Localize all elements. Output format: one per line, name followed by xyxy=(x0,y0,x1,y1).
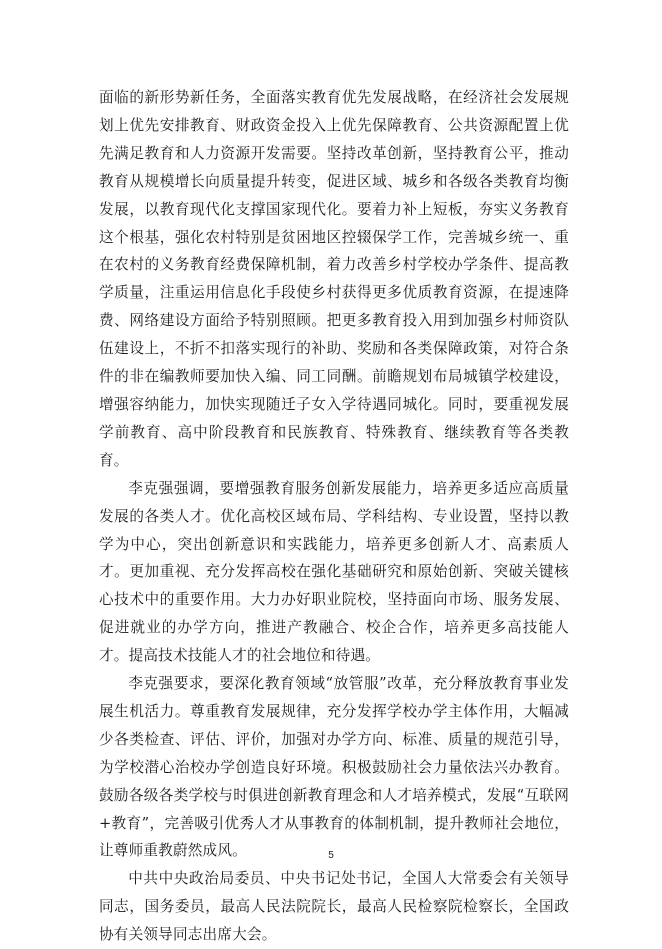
paragraph-reform: 李克强要求，要深化教育领域“放管服”改革，充分释放教育事业发展生机活力。尊重教育发展规律，充分发挥学校办学主体作用，大幅减少各类检查、评估、评价，加强对办学方向、标准、质量的规范引导，为学校潜心治校办学创造良好环境。积极鼓励社会力量依法兴办教育。鼓励各级各类学校与时俱进创新教育理念和人才培养模式，发展“互联网+教育”，完善吸引优秀人才从事教育的体制机制，提升教师社会地位，让尊师重教蔚然成风。 xyxy=(99,675,569,860)
document-body xyxy=(99,84,569,949)
paragraph-talent-cultivation: 李克强强调，要增强教育服务创新发展能力，培养更多适应高质量发展的各类人才。优化高校区域布局、学科结构、专业设置，坚持以教学为中心，突出创新意识和实践能力，培养更多创新人才、高素质人才。更加重视、充分发挥高校在强化基础研究和原始创新、突破关键核心技术中的重要作用。大力办好职业院校，坚持面向市场、服务发展、促进就业的办学方向，推进产教融合、校企合作，培养更多高技能人才。提高技术技能人才的社会地位和待遇。 xyxy=(99,479,569,665)
paragraph-continued: 面临的新形势新任务，全面落实教育优先发展战略，在经济社会发展规划上优先安排教育、财政资金投入上优先保障教育、公共资源配置上优先满足教育和人力资源开发需要。坚持改革创新，坚持教育公平，推动教育从规模增长向质量提升转变，促进区域、城乡和各级各类教育均衡发展，以教育现代化支撑国家现代化。要着力补上短板，夯实义务教育这个根基，强化农村特别是贫困地区控辍保学工作，完善城乡统一、重在农村的义务教育经费保障机制，着力改善乡村学校办学条件、提高教学质量，注重运用信息化手段使乡村获得更多优质教育资源，在提速降费、网络建设方面给予特别照顾。把更多教育投入用到加强乡村师资队伍建设上，不折不扣落实现行的补助、奖励和各类保障政策，对符合条件的非在编教师要加快入编、同工同酬。前瞻规划布局城镇学校建设，增强容纳能力，加快实现随迁子女入学待遇同城化。同时，要重视发展学前教育、高中阶段教育和民族教育、特殊教育、继续教育等各类教育。 xyxy=(99,89,569,469)
paragraph-attendees: 中共中央政治局委员、中央书记处书记，全国人大常委会有关领导同志，国务委员，最高人民法院院长，最高人民检察院检察长，全国政协有关领导同志出席大会。 xyxy=(99,870,569,944)
page-number: 5 xyxy=(328,850,334,861)
